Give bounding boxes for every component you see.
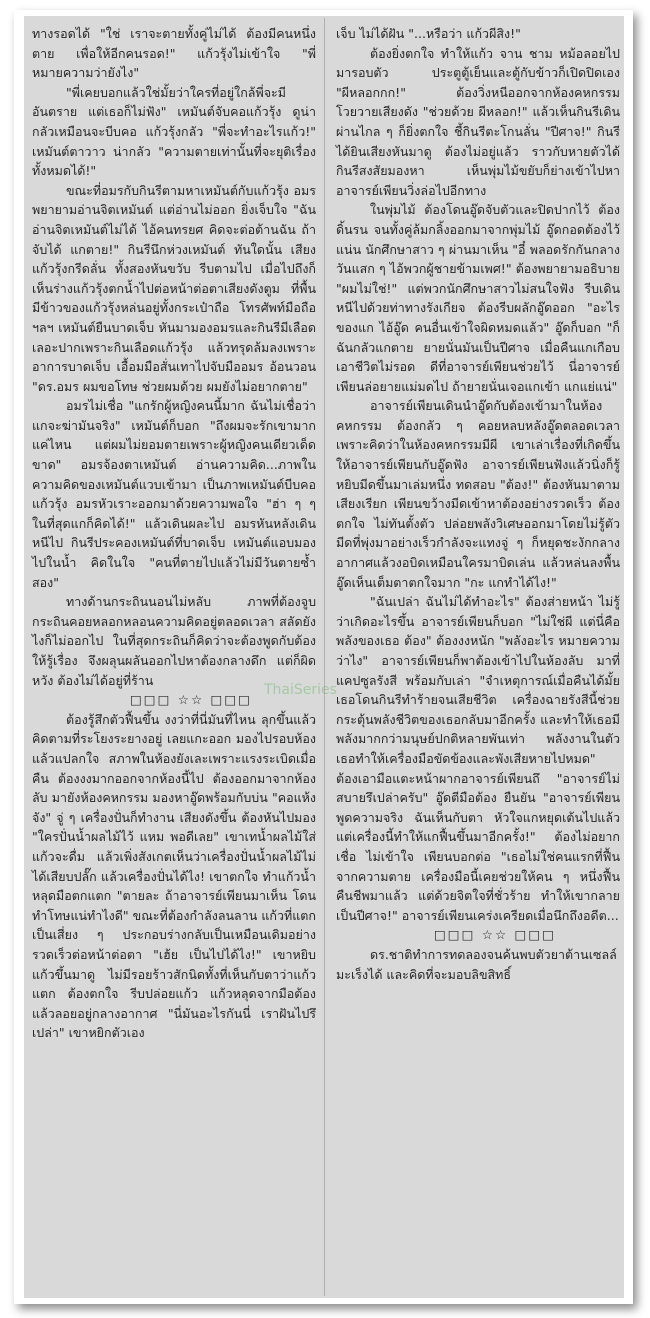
paragraph: ทางด้านกระถินนอนไม่หลับ ภาพที่ต้องจูบกระถินคอยหลอกหลอนความคิดอยู่ตลอดเวลา สลัดยังไงก็ไม่ออกไป ในที่สุดกระถินก็คิดว่าจะต้องพูดกับต้องให้รู้เรื่อง จึงผลุนผลันออกไปหาต้องกลางดึก แต่ก็ผิดหวัง ต้องไม่ได้อยู่ที่ร้าน bbox=[32, 594, 316, 688]
paragraph: ต้องรู้สึกตัวฟื้นขึ้น งงว่าที่นี่มันที่ไหน ลุกขึ้นแล้วคิดตามที่ระโยงระยางอยู่ เลยแกะออก มองไปรอบห้องแล้วแปลกใจ สภาพในห้องยังเละเพราะแรงระเบิดเมื่อคืน ต้องงงมากออกจากห้องนี้ไป ต้องออกมาจากห้องลับ มายังห้องคหกรรม มองหาอู๊ดพร้อมกับบ่น "คอแห้งจัง" จู่ ๆ เครื่องปั่นก็ทำงาน เสียงดังขึ้น ต้องหันไปมอง "ใครปั่นน้ำผลไม้ไว้ แหม พอดีเลย" เขาเทน้ำผลไม้ใส่แก้วจะดื่ม แล้วเพิ่งสังเกตเห็นว่าเครื่องปั่นน้ำผลไม้ไม่ได้เสียบปลั๊ก แล้วเครื่องปั่นได้ไง! เขาตกใจ ทำแก้วน้ำหลุดมือตกแตก "ตายละ ถ้าอาจารย์เพียนมาเห็น โดนทำโทษแน่ทำไงดี" ขณะที่ต้องกำลังลนลาน แก้วที่แตกเป็นเสี่ยง ๆ ประกอบร่างกลับเป็นเหมือนเดิมอย่างรวดเร็วต่อหน้าต่อตา "เฮ้ย เป็นไปได้ไง!" เขาหยิบแก้วขึ้นมาดู ไม่มีรอยร้าวสักนิดทั้งที่เห็นกับตาว่าแก้วแตก ต้องตกใจ รีบปล่อยแก้ว แก้วหลุดจากมือต้อง แล้วลอยอยู่กลางอากาศ "นี่มันอะไรกันนี่ เราฝันไปรึเปล่า" เขาหยิกตัวเอง bbox=[32, 711, 316, 1041]
paragraph: ดร.ชาติทำการทดลองจนค้นพบตัวยาต้านเซลล์มะเร็งได้ และคิดที่จะมอบลิขสิทธิ์ bbox=[336, 946, 617, 982]
paragraph: ขณะที่อมรกับกินรีตามหาเหมันต์กับแก้วรุ้ง อมรพยายามอ่านจิตเหมันต์ แต่อ่านไม่ออก ยิ่งเจ็บใจ "ฉันอ่านจิตเหมันต์ไม่ได้ ไอ้คนทรยศ คิดจะต่อต้านฉัน ถ้าจับได้ แกตาย!" กินรีนึกห่วงเหมันต์ ทันใดนั้น เสียงแก้วรุ้งกรีดลั่น ทั้งสองหันขวับ รีบตามไป เมื่อไปถึงก็เห็นร่างแก้วรุ้งตกน้ำไปต่อหน้าต่อตาเสียงดังตูม ที่พื้นมีข้าวของแก้วรุ้งหล่นอยู่ทั้งกระเป๋าถือ โทรศัพท์มือถือฯลฯ เหมันต์ยืนบาดเจ็บ หันมามองอมรและกินรีมีเลือดเลอะปากเพราะกินเลือดแก้วรุ้ง แล้วทรุดล้มลงเพราะอาการบาดเจ็บ เอื้อมมือสั่นเทาไปจับมืออมร อ้อนวอน "ดร.อมร ผมขอโทษ ช่วยผมด้วย ผมยังไม่อยากตาย" bbox=[32, 182, 316, 394]
paragraph: เจ็บ ไม่ได้ฝัน "...หรือว่า แก้วผีสิง!" bbox=[336, 26, 521, 41]
paragraph: "ฉันเปล่า ฉันไม่ได้ทำอะไร" ต้องส่ายหน้า ไม่รู้ว่าเกิดอะไรขึ้น อาจารย์เพียนก็บอก "ไม่ใช่ผี แต่นี่คือพลังของเธอ ต้อง" ต้องงงหนัก "พลังอะไร หมายความว่าไง" อาจารย์เพียนก็พาต้องเข้าไปในห้องลับ มาที่แคปซูลรังสี พร้อมกับเล่า "จำเหตุการณ์เมื่อคืนได้มั้ย เธอโดนกินรีทำร้ายจนเสียชีวิต เครื่องฉายรังสีนี้ช่วยกระตุ้นพลังชีวิตของเธอกลับมาอีกครั้ง และทำให้เธอมีพลังมากกว่ามนุษย์ปกติหลายพันเท่า พลังงานในตัวเธอทำให้เครื่องมือขัดข้องและพังเสียหายไปหมด" ต้องเอามือแตะหน้าผากอาจารย์เพียนถึ "อาจารย์ไม่สบายรึเปล่าครับ" อู๊ดตีมือต้อง ยืนยัน "อาจารย์เพียนพูดความจริง ฉันเห็นกับตา หัวใจแกหยุดเต้นไปแล้ว แต่เครื่องนี้ทำให้แกฟื้นขึ้นมาอีกครั้ง!" ต้องไม่อยากเชื่อ ไม่เข้าใจ เพียนบอกต่อ "เธอไม่ใช่คนแรกที่ฟื้นจากความตาย เครื่องมือนี้เคยช่วยให้คน ๆ หนึ่งฟื้นคืนชีพมาแล้ว แต่ด้วยจิตใจที่ชั่วร้าย ทำให้เขากลายเป็นปีศาจ!" อาจารย์เพียนเคร่งเครียดเมื่อนึกถึงอดีต... bbox=[336, 594, 620, 923]
paragraph: ต้องยิ่งตกใจ ทำให้แก้ว จาน ชาม หม้อลอยไปมารอบตัว ประตูตู้เย็นและตู้กับข้าวก็เปิดปิดเอง "ผีหลอกกก!" ต้องวิ่งหนีออกจากห้องคหกรรม โวยวายเสียงดัง "ช่วยด้วย ผีหลอก!" แล้วเห็นกินรีเดินผ่านไกล ๆ ก็ยิ่งตกใจ ชี้กินรีตะโกนลั่น "ปีศาจ!" กินรีได้ยินเสียงหันมาดู ต้องไม่อยู่แล้ว ราวกับหายตัวได้ กินรีสงสัยมองหา เห็นพุ่มไม้ขยับก็ย่างเข้าไปหา อาจารย์เพียนวิ่งล่อไปอีกทาง bbox=[336, 45, 620, 198]
paragraph: ในพุ่มไม้ ต้องโดนอู๊ดจับตัวและปิดปากไว้ ต้องดิ้นรน จนทั้งคู่ล้มกลิ้งออกมาจากพุ่มไม้ อู๊ดกอดต้องไว้แน่น นักศึกษาสาว ๆ ผ่านมาเห็น "อี๋ พลอดรักกันกลางวันแสก ๆ ไอ้พวกผู้ชายข้ามเพศ!" ต้องพยายามอธิบาย "ผมไม่ใช่!" แต่พวกนักศึกษาสาวไม่สนใจฟัง รีบเดินหนีไปด้วยท่าทางรังเกียจ ต้องรีบผลักอู๊ดออก "อะไรของแก ไอ้อู๊ด คนอื่นเข้าใจผิดหมดแล้ว" อู๊ดก็บอก "ก็ฉันกลัวแกตาย ยายนั่นมันเป็นปีศาจ เมื่อคืนแกเกือบเอาชีวิตไม่รอด ดีที่อาจารย์เพียนช่วยไว้ นี่อาจารย์เพียนล่อยายแม่มดไป ถ้ายายนั่นเจอแกเข้า แกแย่แน่" bbox=[336, 202, 620, 394]
column-divider bbox=[324, 18, 325, 1296]
left-column bbox=[32, 24, 316, 1043]
paragraph: "พี่เคยบอกแล้วใช่มั้ยว่าใครที่อยู่ใกล้พี่จะมีอันตราย แต่เธอก็ไม่ฟัง" เหมันต์จับคอแก้วรุ้ง ดูน่ากลัวเหมือนจะบีบคอ แก้วรุ้งกลัว "พี่จะทำอะไรแก้ว!" เหมันต์ตาวาว น่ากลัว "ความตายเท่านั้นที่จะยุติเรื่องทั้งหมดได้!" bbox=[32, 84, 316, 179]
paragraph: อมรไม่เชื่อ "แกรักผู้หญิงคนนี้มาก ฉันไม่เชื่อว่าแกจะฆ่ามันจริง" เหมันต์ก็บอก "ถึงผมจะรักเขามากแค่ไหน แต่ผมไม่ยอมตายเพราะผู้หญิงคนเดียวเด็ดขาด" อมรจ้องตาเหมันต์ อ่านความคิด...ภาพในความคิดของเหมันต์แวบเข้ามา เป็นภาพเหมันต์บีบคอแก้วรุ้ง อมรหัวเราะออกมาด้วยความพอใจ "ฮ่า ๆ ๆ ในที่สุดแกก็คิดได้!" แล้วเดินผละไป อมรหันหลังเดินหนีไป กินรีประคองเหมันต์ที่บาดเจ็บ เหมันต์แอบมองไปในน้ำ คิดในใจ "คนที่ตายไปแล้วไม่มีวันตายซ้ำสอง" bbox=[32, 398, 316, 590]
section-separator: □□□ ☆☆ □□□ bbox=[130, 692, 252, 708]
right-column bbox=[336, 24, 620, 984]
watermark: ThaiSeries bbox=[264, 682, 337, 698]
paragraph: ทางรอดได้ "ใช่ เราจะตายทั้งคู่ไม่ได้ ต้องมีคนหนึ่งตาย เพื่อให้อีกคนรอด!" แก้วรุ้งไม่เข้าใจ "พี่หมายความว่ายังไง" bbox=[32, 26, 316, 81]
photo-frame bbox=[14, 10, 633, 1304]
magazine-clipping bbox=[24, 16, 624, 1298]
section-separator: □□□ ☆☆ □□□ bbox=[434, 927, 556, 943]
paragraph: อาจารย์เพียนเดินนำอู๊ดกับต้องเข้ามาในห้องคหกรรม ต้องกลัว ๆ คอยหลบหลังอู๊ดตลอดเวลา เพราะคิดว่าในห้องคหกรรมมีผี เขาเล่าเรื่องที่เกิดขึ้นให้อาจารย์เพียนกับอู๊ดฟัง อาจารย์เพียนฟังแล้วนิ่งก็รู้ หยิบมีดขึ้นมาเล่มหนึ่ง ทดสอบ "ต้อง!" ต้องหันมาตามเสียงเรียก เพียนขว้างมีดเข้าหาต้องอย่างรวดเร็ว ต้องตกใจ ไม่ทันตั้งตัว ปล่อยพลังวิเศษออกมาโดยไม่รู้ตัว มีดที่พุ่งมาอย่างเร็วกำลังจะแทงจู่ ๆ ก็หยุดชะงักกลางอากาศแล้วงอบิดเหมือนใครมาบิดเล่น แล้วหล่นลงพื้น อู๊ดเห็นเต็มตาตกใจมาก "กะ แกทำได้ไง!" bbox=[336, 398, 620, 590]
